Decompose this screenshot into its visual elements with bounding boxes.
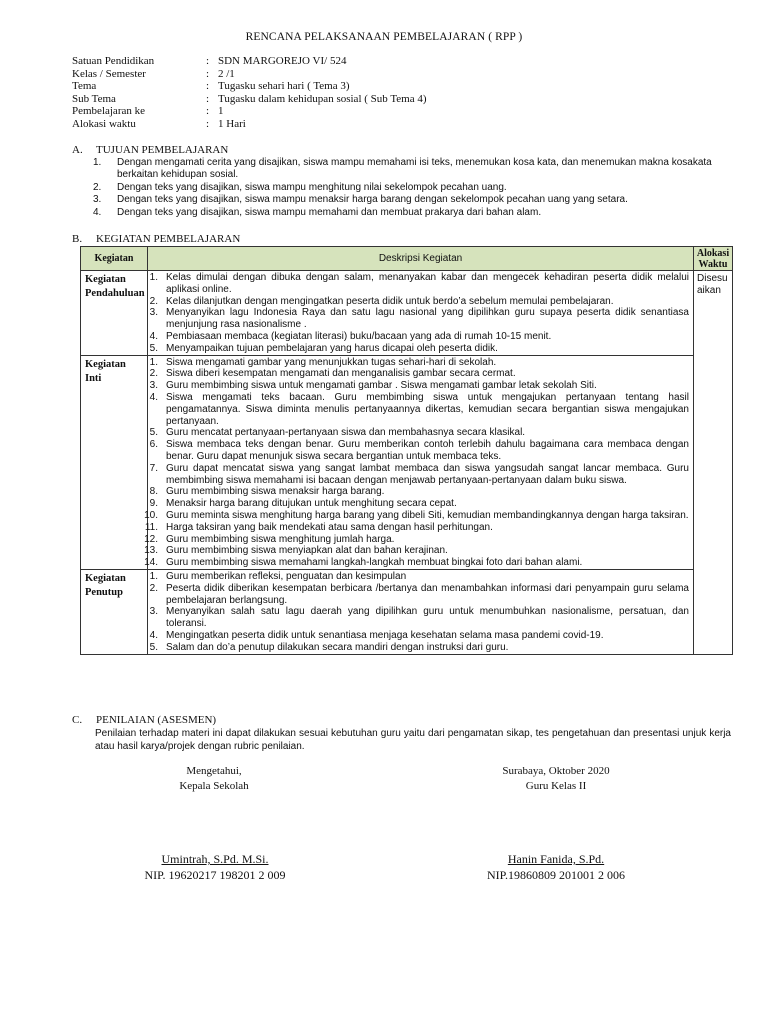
list-text: Guru memberikan refleksi, penguatan dan kesimpulan [166,570,407,582]
table-row [81,355,733,569]
document-title: RENCANA PELAKSANAAN PEMBELAJARAN ( RPP ) [245,31,523,43]
list-number: 4. [149,330,158,342]
signature-left-name [110,852,320,883]
table-header-row [81,247,733,271]
row-items [148,271,694,356]
signature-nip: NIP.19860809 201001 2 006 [486,868,625,882]
list-text: Peserta didik diberikan kesempatan berbicara /bertanya dan menambahkan informasi dari penyampain guru selama pembelajaran berlangsung. [166,582,689,606]
identity-row [72,118,512,131]
table-row [81,271,733,356]
list-item [148,296,689,308]
list-item [148,368,689,380]
section-a-heading [72,144,228,156]
alokasi-value: Disesuaikan [694,271,733,655]
list-item [148,343,689,355]
list-item [148,307,689,331]
list-number: 4. [93,206,102,218]
list-item [148,463,689,487]
list-number: 1. [93,157,102,168]
list-number: 5. [149,427,158,439]
list-text: Kelas dilanjutkan dengan mengingatkan peserta didik untuk berdo’a sebelum memulai pembelajaran. [166,295,614,307]
signature-line1: Mengetahui, [186,765,242,777]
signature-line2: Guru Kelas II [525,780,587,792]
identity-value: Tugasku sehari hari ( Tema 3) [218,80,350,92]
identity-key: Satuan Pendidikan [72,55,155,67]
list-number: 3. [93,194,102,206]
list-text: Guru membimbing siswa untuk mengamati gambar . Siswa mengamati gambar letak sekolah Siti. [166,380,597,392]
list-item [148,583,689,607]
list-text: Dengan mengamati cerita yang disajikan, siswa mampu memahami isi teks, menemukan kosa kata, dan menemukan makna kosakata berkaitan kehidupan sosial. [117,157,712,181]
list-number: 11. [144,521,158,533]
header-alokasi: Alokasi Waktu [694,247,733,271]
list-number: 2. [149,582,158,594]
signature-right [476,765,636,792]
list-text: Menaksir harga barang ditujukan untuk menghitung secara cepat. [166,498,457,510]
list-item [144,545,689,557]
section-b-heading [72,233,240,245]
list-number: 3. [149,606,158,618]
list-item [148,630,689,642]
list-text: Guru membimbing siswa memahami langkah-langkah membuat bingkai foto dari bahan alami. [166,557,583,569]
list-number: 3. [149,380,158,392]
list-number: 5. [149,641,158,653]
header-kegiatan: Kegiatan [81,247,148,271]
section-letter: C. [72,714,83,726]
list-item [144,533,689,546]
list-item [148,392,689,427]
list-number: 7. [149,462,158,474]
section-heading-text: KEGIATAN PEMBELAJARAN [96,233,241,245]
identity-key: Sub Tema [72,92,116,105]
list-item [72,157,732,182]
row-items [144,355,694,569]
list-number: 1. [149,356,158,368]
penilaian-text: Penilaian terhadap materi ini dapat dilakukan sesuai kebutuhan guru yaitu dari pengamatan sikap, tes pengetahuan dan presentasi unjuk kerja atau hasil karya/projek dengan rubric penilaian. [95,728,731,752]
identity-colon: : [206,92,210,105]
list-number: 9. [149,498,158,510]
identity-row [72,105,512,118]
row-label: Kegiatan Inti [81,355,148,569]
identity-key: Alokasi waktu [72,117,136,130]
list-number: 5. [149,342,158,354]
list-number: 12. [144,533,158,545]
identity-row [72,80,512,93]
activities-table [80,246,733,655]
identity-value: 1 Hari [218,117,246,130]
list-text: Menyampaikan tujuan pembelajaran yang harus dicapai oleh peserta didik. [166,342,498,354]
list-text: Siswa mengamati gambar yang menunjukkan tugas sehari-hari di sekolah. [166,356,497,368]
list-text: Dengan teks yang disajikan, siswa mampu menghitung nilai sekelompok pecahan uang. [117,181,507,193]
list-number: 3. [149,307,158,319]
section-letter: B. [72,233,83,245]
identity-colon: : [206,117,210,130]
list-text: Guru mencatat pertanyaan-pertanyaan siswa dan membahasnya secara klasikal. [166,427,526,439]
section-letter: A. [72,144,83,156]
section-heading-text: TUJUAN PEMBELAJARAN [96,144,229,156]
list-text: Dengan teks yang disajikan, siswa mampu menaksir harga barang dengan sekelompok pecahan uang yang setara. [117,194,628,206]
list-item [144,521,689,534]
header-deskripsi: Deskripsi Kegiatan [148,247,694,271]
list-number: 14. [144,557,158,569]
list-text: Menyanyikan lagu Indonesia Raya dan satu lagu nasional yang dipilihkan guru supaya peserta didik senantiasa menjunjung rasa nasionalisme . [166,307,689,331]
list-number: 2. [149,368,158,380]
row-label: Kegiatan Penutup [81,569,148,654]
objectives-list [72,157,732,219]
list-text: Kelas dimulai dengan dibuka dengan salam, menanyakan kabar dan mengecek kehadiran peserta didik melalui aplikasi online. [166,272,689,295]
list-item [148,331,689,343]
section-heading-text: PENILAIAN (ASESMEN) [96,714,217,726]
list-text: Guru dapat mencatat siswa yang sangat lambat membaca dan siswa yangsudah sangat lancar membaca. Guru membimbing siswa memahami isi bacaan dengan menjawab pertanyaan-pertanyaan dalam buku siswa. [166,462,689,486]
identity-value: SDN MARGOREJO VI/ 524 [218,55,347,67]
table-row [81,569,733,654]
list-number: 6. [149,439,158,451]
identity-value: 2 /1 [218,67,235,80]
list-item [72,182,732,194]
list-item [148,272,689,296]
signature-right-name [451,852,661,883]
identity-key: Kelas / Semester [72,67,146,80]
list-text: Guru membimbing siswa menghitung jumlah harga. [166,533,395,545]
list-item [148,498,689,510]
list-item [148,357,689,369]
identity-row [72,55,512,68]
list-item [148,571,689,583]
row-items [148,569,694,654]
identity-value: 1 [218,105,224,117]
signature-name: Hanin Fanida, S.Pd. [507,852,605,866]
list-text: Dengan teks yang disajikan, siswa mampu memahami dan membuat prakarya dari bahan alam. [117,206,542,218]
list-number: 8. [149,486,158,498]
list-text: Mengingatkan peserta didik untuk senantiasa menjaga kesehatan selama masa pandemi covid-19. [166,629,604,641]
list-number: 2. [93,181,102,193]
list-number: 10. [144,509,158,521]
identity-colon: : [206,67,210,80]
list-number: 4. [149,391,158,403]
list-number: 4. [149,629,158,641]
list-text: Siswa diberi kesempatan mengamati dan menganalisis gambar secara cermat. [166,368,516,380]
section-c-heading [72,714,216,726]
identity-table [72,55,512,130]
list-item [148,486,689,498]
list-number: 13. [144,545,158,557]
list-number: 2. [149,295,158,307]
list-text: Harga taksiran yang baik mendekati atau sama dengan hasil perhitungan. [166,521,493,533]
list-item [148,642,689,654]
list-text: Guru meminta siswa menghitung harga barang yang dibeli Siti, kemudian membandingkannya dengan harga taksiran. [166,509,689,521]
identity-colon: : [206,105,210,117]
list-text: Pembiasaan membaca (kegiatan literasi) buku/bacaan yang ada di rumah 10-15 menit. [166,330,552,342]
list-item [144,557,689,569]
signature-left [134,765,294,792]
list-text: Guru membimbing siswa menyiapkan alat dan bahan kerajinan. [166,545,448,557]
signature-nip: NIP. 19620217 198201 2 009 [144,868,286,882]
identity-value: Tugasku dalam kehidupan sosial ( Sub Tema 4) [218,92,427,105]
list-number: 1. [149,570,158,582]
list-item [144,509,689,522]
list-number: 1. [149,272,158,283]
identity-colon: : [206,80,210,92]
identity-row [72,68,512,81]
identity-key: Tema [72,80,97,92]
list-text: Salam dan do’a penutup dilakukan secara mandiri dengan instruksi dari guru. [166,641,509,653]
identity-colon: : [206,55,210,67]
signature-name: Umintrah, S.Pd. M.Si. [161,852,269,866]
identity-row [72,93,512,106]
list-text: Siswa membaca teks dengan benar. Guru memberikan contoh terlebih dahulu bagaimana cara membaca dengan benar. Guru dapat menunjuk siswa secara bergantian untuk membaca teks. [166,439,689,462]
list-item [72,194,732,206]
signature-line2: Kepala Sekolah [179,780,249,792]
list-text: Siswa mengamati teks bacaan. Guru membimbing siswa untuk mengajukan pertanyaan tentang hasil pengamatannya. Siswa diminta menulis pertanyaannya dikertas, kemudian secara bergantian siswa mengajukan pertanyaan. [166,391,689,427]
list-item [148,439,689,463]
identity-key: Pembelajaran ke [72,105,145,117]
row-label: Kegiatan Pendahuluan [81,271,148,356]
list-item [72,207,732,219]
list-item [148,427,689,439]
list-item [148,380,689,392]
list-text: Menyanyikan salah satu lagu daerah yang dipilihkan guru untuk menumbuhkan nasionalisme, persatuan, dan toleransi. [166,606,689,630]
list-item [148,606,689,630]
signature-line1: Surabaya, Oktober 2020 [502,765,610,777]
list-text: Guru membimbing siswa menaksir harga barang. [166,486,385,498]
